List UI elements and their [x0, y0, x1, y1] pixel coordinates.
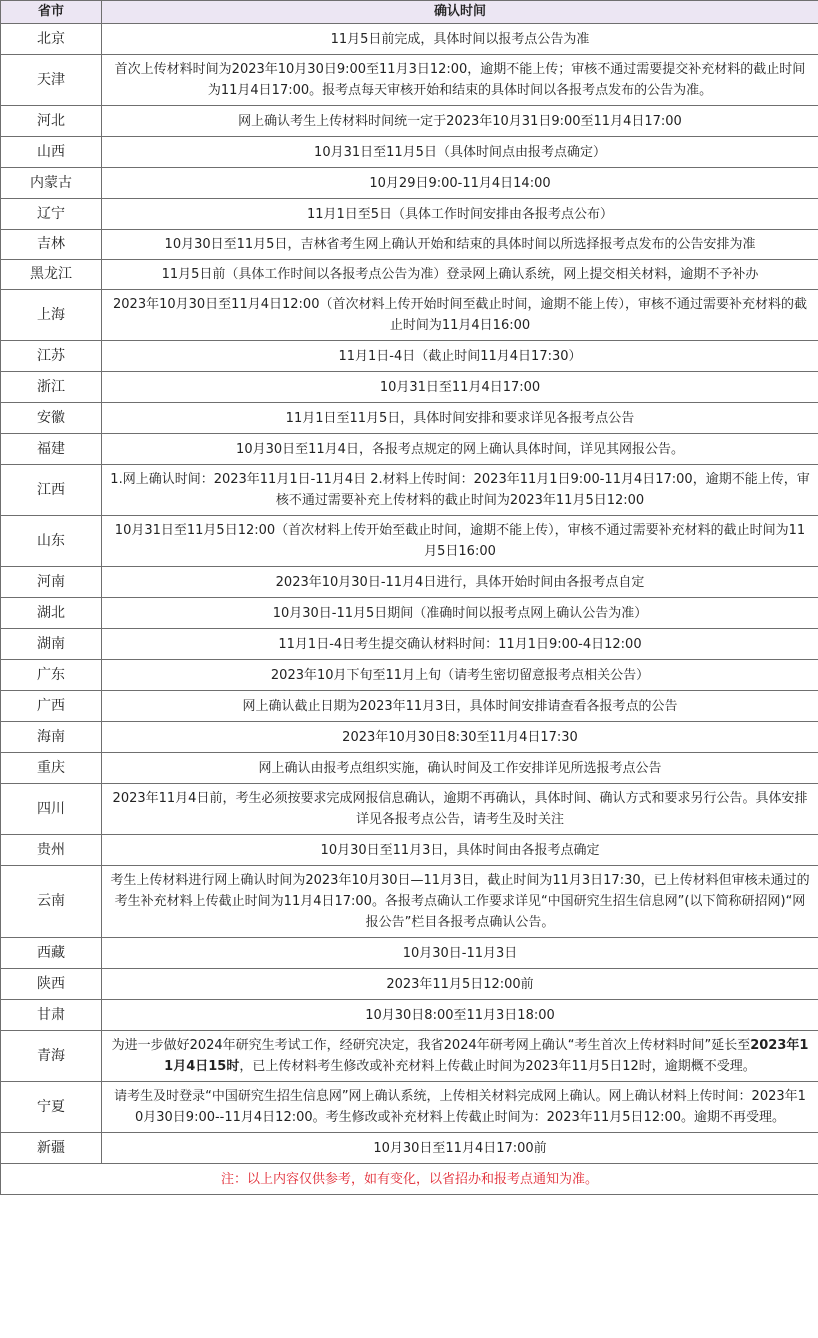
table-row: [1, 290, 818, 341]
table-row: [1, 434, 818, 465]
time-cell: 11月5日前完成，具体时间以报考点公告为准: [102, 24, 818, 55]
table-row: [1, 516, 818, 567]
table-row: [1, 199, 818, 230]
province-cell: 贵州: [1, 835, 102, 866]
table-row: [1, 24, 818, 55]
time-cell: 10月30日至11月5日，吉林省考生网上确认开始和结束的具体时间以所选择报考点发布的公告安排为准: [102, 230, 818, 260]
time-cell: 10月29日9:00-11月4日14:00: [102, 168, 818, 199]
table-row: [1, 1082, 818, 1133]
time-cell: 1.网上确认时间：2023年11月1日-11月4日 2.材料上传时间：2023年11月1日9:00-11月4日17:00，逾期不能上传，审核不通过需要补充上传材料的截止时间为2023年11月5日12:00: [102, 465, 818, 516]
province-cell: 四川: [1, 784, 102, 835]
time-cell: 10月30日-11月3日: [102, 938, 818, 969]
time-cell: 10月30日至11月4日，各报考点规定的网上确认具体时间，详见其网报公告。: [102, 434, 818, 465]
time-cell: 10月30日-11月5日期间（准确时间以报考点网上确认公告为准）: [102, 598, 818, 629]
time-text-highlight: 2023年11月4日15时: [164, 1038, 809, 1074]
table-row: [1, 1133, 818, 1164]
time-cell: 2023年11月5日12:00前: [102, 969, 818, 1000]
table-row: [1, 260, 818, 290]
time-cell: 11月1日至11月5日，具体时间安排和要求详见各报考点公告: [102, 403, 818, 434]
province-cell: 河北: [1, 106, 102, 137]
time-cell: 2023年10月30日至11月4日12:00（首次材料上传开始时间至截止时间，逾期不能上传），审核不通过需要补充材料的截止时间为11月4日16:00: [102, 290, 818, 341]
province-cell: 天津: [1, 55, 102, 106]
province-cell: 山西: [1, 137, 102, 168]
time-cell: 网上确认考生上传材料时间统一定于2023年10月31日9:00至11月4日17:00: [102, 106, 818, 137]
disclaimer-note: 注：以上内容仅供参考，如有变化，以省招办和报考点通知为准。: [1, 1164, 818, 1195]
table-row: [1, 753, 818, 784]
table-row: [1, 372, 818, 403]
time-cell: 10月31日至11月5日（具体时间点由报考点确定）: [102, 137, 818, 168]
table-row: [1, 938, 818, 969]
province-cell: 广东: [1, 660, 102, 691]
header-province: 省市: [1, 1, 102, 24]
time-text-before: 为进一步做好2024年研究生考试工作，经研究决定，我省2024年研考网上确认“考生首次上传材料时间”延长至: [111, 1038, 751, 1053]
table-row: [1, 835, 818, 866]
table-row: [1, 691, 818, 722]
province-cell: 江西: [1, 465, 102, 516]
time-cell: 考生上传材料进行网上确认时间为2023年10月30日—11月3日，截止时间为11月3日17:30，已上传材料但审核未通过的考生补充材料上传截止时间为11月4日17:00。各报考点确认工作要求详见“中国研究生招生信息网”(以下简称研招网)“网报公告”栏目各报考点确认公告。: [102, 866, 818, 938]
time-cell: 请考生及时登录“中国研究生招生信息网”网上确认系统，上传相关材料完成网上确认。网上确认材料上传时间：2023年10月30日9:00--11月4日12:00。考生修改或补充材料上传截止时间为：2023年11月5日12:00。逾期不再受理。: [102, 1082, 818, 1133]
note-row: [1, 1164, 818, 1195]
table-row: [1, 722, 818, 753]
time-cell: 2023年10月30日8:30至11月4日17:30: [102, 722, 818, 753]
table-row: [1, 55, 818, 106]
province-cell: 重庆: [1, 753, 102, 784]
province-cell: 吉林: [1, 230, 102, 260]
province-cell: 北京: [1, 24, 102, 55]
table-row: [1, 168, 818, 199]
time-cell: [102, 1031, 818, 1082]
province-cell: 新疆: [1, 1133, 102, 1164]
table-row: [1, 567, 818, 598]
time-cell: 11月5日前（具体工作时间以各报考点公告为准）登录网上确认系统，网上提交相关材料，逾期不予补办: [102, 260, 818, 290]
table-row: [1, 341, 818, 372]
province-cell: 黑龙江: [1, 260, 102, 290]
table-row: [1, 137, 818, 168]
time-cell: 11月1日-4日考生提交确认材料时间：11月1日9:00-4日12:00: [102, 629, 818, 660]
time-cell: 11月1日-4日（截止时间11月4日17:30）: [102, 341, 818, 372]
table-row: [1, 465, 818, 516]
time-cell: 2023年10月30日-11月4日进行，具体开始时间由各报考点自定: [102, 567, 818, 598]
time-cell: 10月31日至11月5日12:00（首次材料上传开始至截止时间，逾期不能上传），审核不通过需要补充材料的截止时间为11月5日16:00: [102, 516, 818, 567]
time-cell: 网上确认截止日期为2023年11月3日，具体时间安排请查看各报考点的公告: [102, 691, 818, 722]
time-cell: 2023年11月4日前，考生必须按要求完成网报信息确认，逾期不再确认，具体时间、确认方式和要求另行公告。具体安排详见各报考点公告，请考生及时关注: [102, 784, 818, 835]
table-row: [1, 403, 818, 434]
table-row: [1, 230, 818, 260]
table-row: [1, 106, 818, 137]
province-cell: 河南: [1, 567, 102, 598]
province-cell: 陕西: [1, 969, 102, 1000]
province-cell: 甘肃: [1, 1000, 102, 1031]
table-row: [1, 629, 818, 660]
time-cell: 10月30日至11月4日17:00前: [102, 1133, 818, 1164]
time-cell: 10月30日至11月3日，具体时间由各报考点确定: [102, 835, 818, 866]
table-row: [1, 660, 818, 691]
time-cell: 首次上传材料时间为2023年10月30日9:00至11月3日12:00，逾期不能上传；审核不通过需要提交补充材料的截止时间为11月4日17:00。报考点每天审核开始和结束的具体时间以各报考点发布的公告为准。: [102, 55, 818, 106]
header-confirm-time: 确认时间: [102, 1, 818, 24]
province-cell: 山东: [1, 516, 102, 567]
province-cell: 辽宁: [1, 199, 102, 230]
table-row: [1, 866, 818, 938]
province-cell: 江苏: [1, 341, 102, 372]
table-row: [1, 969, 818, 1000]
table-row: [1, 784, 818, 835]
time-cell: 2023年10月下旬至11月上旬（请考生密切留意报考点相关公告）: [102, 660, 818, 691]
province-cell: 内蒙古: [1, 168, 102, 199]
table-row: [1, 1000, 818, 1031]
province-cell: 安徽: [1, 403, 102, 434]
province-cell: 海南: [1, 722, 102, 753]
table-header-row: [1, 1, 818, 24]
province-cell: 福建: [1, 434, 102, 465]
province-cell: 湖南: [1, 629, 102, 660]
time-cell: 11月1日至5日（具体工作时间安排由各报考点公布）: [102, 199, 818, 230]
table-row: [1, 598, 818, 629]
province-cell: 西藏: [1, 938, 102, 969]
table-row: [1, 1031, 818, 1082]
province-cell: 云南: [1, 866, 102, 938]
province-cell: 青海: [1, 1031, 102, 1082]
time-cell: 10月30日8:00至11月3日18:00: [102, 1000, 818, 1031]
province-cell: 上海: [1, 290, 102, 341]
province-cell: 广西: [1, 691, 102, 722]
time-cell: 网上确认由报考点组织实施，确认时间及工作安排详见所选报考点公告: [102, 753, 818, 784]
province-cell: 湖北: [1, 598, 102, 629]
time-text-after: ，已上传材料考生修改或补充材料上传截止时间为2023年11月5日12时，逾期概不受理。: [239, 1059, 756, 1074]
province-cell: 浙江: [1, 372, 102, 403]
province-cell: 宁夏: [1, 1082, 102, 1133]
time-cell: 10月31日至11月4日17:00: [102, 372, 818, 403]
